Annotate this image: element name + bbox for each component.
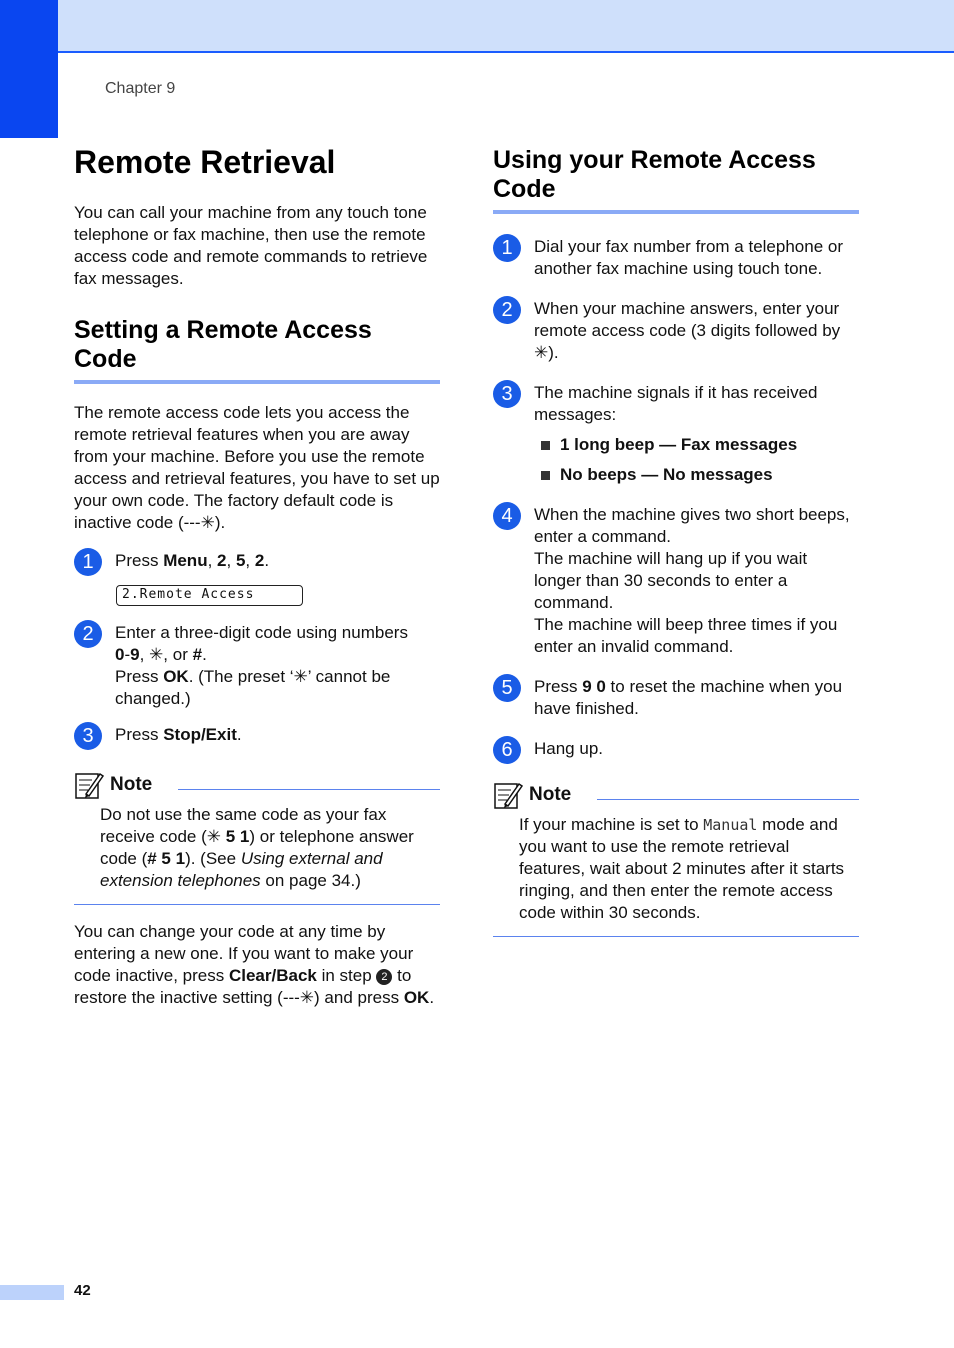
note-box-right [493,780,859,937]
note-header [74,770,440,800]
step-number-icon: 3 [74,722,102,750]
step-text: Enter a three-digit code using numbers 0-9, ✳, or #. Press OK. (The preset ‘✳’ cannot be changed.) [115,623,408,708]
bullet-square-icon [541,441,550,450]
step-number-icon: 1 [74,548,102,576]
step-text: When the machine gives two short beeps, enter a command. The machine will hang up if you wait longer than 30 seconds to enter a command. The machine will beep three times if you enter an invalid command. [534,505,850,656]
note-pencil-icon [74,770,104,800]
header-band [0,0,954,53]
left-column [74,140,440,1009]
note-title: Note [110,774,153,795]
note-divider [178,789,440,790]
right-step-1 [493,236,859,280]
section-heading-using: Using your Remote Access Code [493,146,859,214]
right-step-5 [493,676,859,720]
step-number-icon: 2 [74,620,102,648]
note-body: If your machine is set to Manual mode and you want to use the remote retrieval features, wait about 2 minutes after it starts ringing, and then enter the remote access code within 30 seconds. [493,814,859,937]
bullet-square-icon [541,471,550,480]
bullet-item: 1 long beep — Fax messages [541,434,859,456]
intro-paragraph: You can call your machine from any touch tone telephone or fax machine, then use the remote access code and remote commands to retrieve fax messages. [74,203,428,288]
note-title: Note [529,784,572,805]
note-box-left [74,770,440,905]
step-text: Press Stop/Exit. [115,725,242,744]
note-divider [597,799,859,800]
bullet-item: No beeps — No messages [541,464,859,486]
right-step-4 [493,504,859,658]
step-number-icon: 2 [493,296,521,324]
right-step-3 [493,382,859,426]
right-step-6 [493,738,859,764]
note-pencil-icon [493,780,523,810]
step-number-icon: 1 [493,234,521,262]
step-1 [74,550,440,576]
step-number-icon: 6 [493,736,521,764]
step-text: Press 9 0 to reset the machine when you have finished. [534,677,843,718]
note-body: Do not use the same code as your fax receive code (✳ 5 1) or telephone answer code (# 5 1). (See Using external and extension telephones on page 34.) [74,804,440,905]
lcd-display: 2.Remote Access [116,585,303,606]
closing-paragraph: You can change your code at any time by entering a new one. If you want to make your code inactive, press Clear/Back in step 2 to restore the inactive setting (---✳) and press OK. [74,922,435,1007]
page-title: Remote Retrieval [74,144,336,180]
right-column [493,146,859,937]
chapter-tab-block [0,0,58,138]
step-number-icon: 5 [493,674,521,702]
step-number-icon: 3 [493,380,521,408]
note-header [493,780,859,810]
step-2 [74,622,440,710]
step-text: The machine signals if it has received messages: [534,383,818,424]
section-intro-paragraph: The remote access code lets you access the remote retrieval features when you are away from your machine. Before you use the remote access and retrieval features, you have to set up your own code. The factory default code is inactive code (---✳). [74,403,440,532]
step-3 [74,724,440,750]
step-text: Dial your fax number from a telephone or another fax machine using touch tone. [534,237,843,278]
step-number-icon: 4 [493,502,521,530]
step-ref-icon: 2 [376,969,392,985]
footer-band [0,1285,64,1300]
page-number: 42 [74,1282,91,1299]
step-text: Hang up. [534,739,603,758]
section-heading-setting: Setting a Remote Access Code [74,316,440,384]
right-step-2 [493,298,859,364]
step-text: Press Menu, 2, 5, 2. [115,551,270,570]
chapter-label: Chapter 9 [105,80,176,97]
step-text: When your machine answers, enter your remote access code (3 digits followed by ✳). [534,299,841,362]
